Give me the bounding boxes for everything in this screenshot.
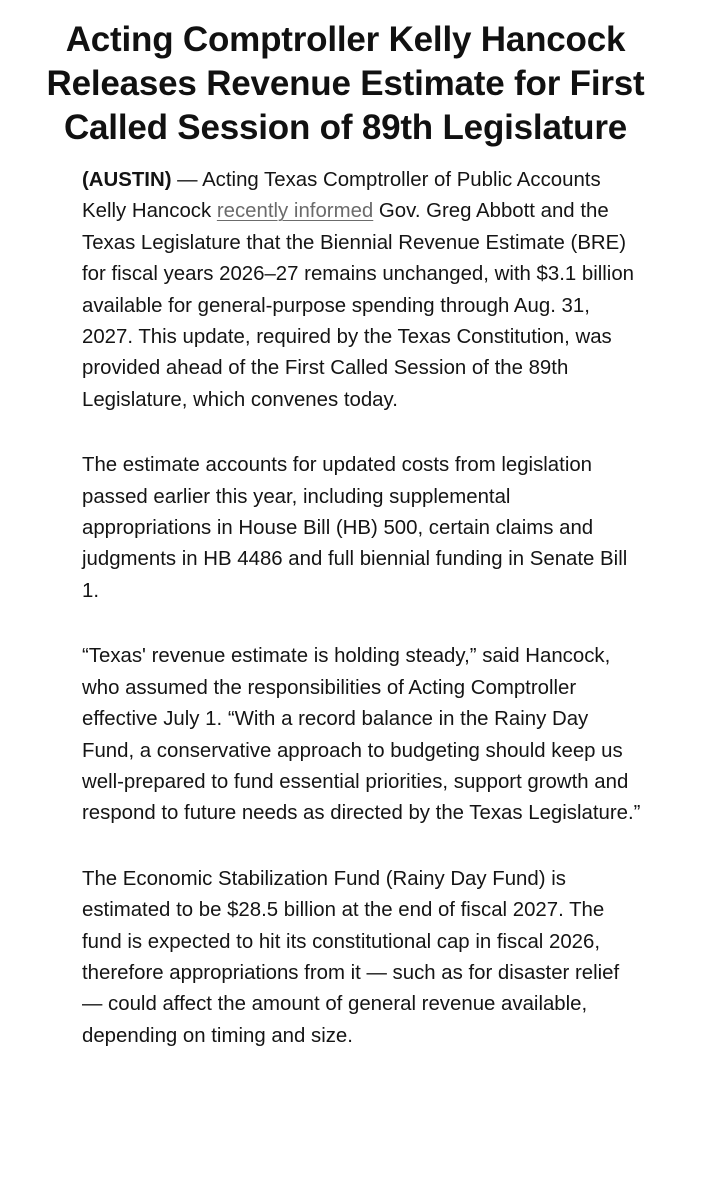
recently-informed-link[interactable]: recently informed: [216, 200, 374, 223]
paragraph-3-quote: “Texas' revenue estimate is holding steady,” said Hancock, who assumed the responsibilities of Acting Comptroller effective July 1. “With a record balance in the Rainy Day Fund, a conservative approach to budgeting should keep us well-prepared to fund essential priorities, support growth and respond to future needs as directed by the Texas Legislature.”: [82, 645, 641, 825]
paragraph-1-rest: Gov. Greg Abbott and the Texas Legislature that the Biennial Revenue Estimate (BRE) for fiscal years 2026–27 remains unchanged, with $3.1 billion available for general-purpose spending through Aug. 31, 2027. This update, required by the Texas Constitution, was provided ahead of the First Called Session of the 89th Legislature, which convenes today.: [82, 200, 635, 411]
paragraph-4: The Economic Stabilization Fund (Rainy Day Fund) is estimated to be $28.5 billion at the end of fiscal 2027. The fund is expected to hit its constitutional cap in fiscal 2026, therefore appropriations from it — such as for disaster relief — could affect the amount of general revenue available, depending on timing and size.: [82, 867, 620, 1047]
headline: Acting Comptroller Kelly Hancock Releases Revenue Estimate for First Called Session of 89th Legislature: [46, 20, 645, 147]
article-body: [82, 165, 642, 1052]
paragraph-2: The estimate accounts for updated costs from legislation passed earlier this year, including supplemental appropriations in House Bill (HB) 500, certain claims and judgments in HB 4486 and full biennial funding in Senate Bill 1.: [82, 454, 628, 602]
paragraph-1: [82, 165, 642, 416]
paragraph-1-lead: — Acting Texas Comptroller of Public Accounts Kelly Hancock: [82, 169, 601, 223]
dateline: (AUSTIN): [82, 169, 172, 191]
